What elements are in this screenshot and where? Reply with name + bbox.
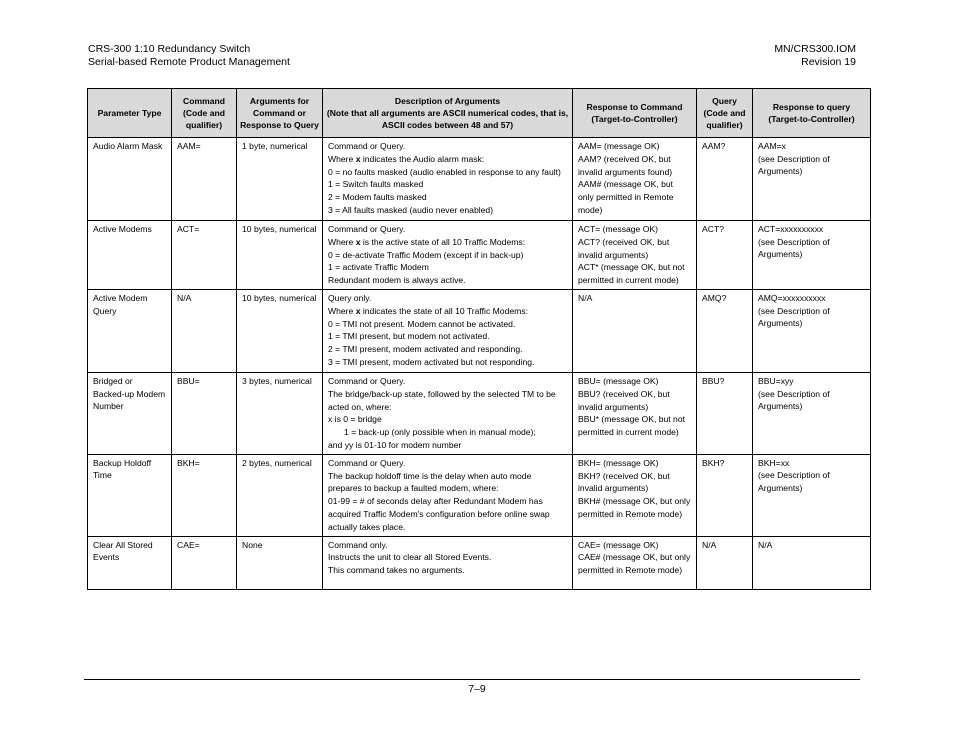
page-number: 7–9 (468, 683, 486, 695)
cell-description (323, 373, 573, 455)
desc-line: 0 = no faults masked (audio enabled in response to any fault) (328, 166, 561, 177)
cell-response-command (573, 536, 697, 589)
cell-arguments: 10 bytes, numerical (237, 290, 323, 373)
resp-line: CAE# (message OK, but only permitted in Remote mode) (578, 552, 691, 576)
cell-arguments: 1 byte, numerical (237, 138, 323, 221)
desc-line: 01-99 = # of seconds delay after Redundant Modem has acquired Traffic Modem's configuration before online swap actually takes place. (328, 496, 550, 532)
desc-line: The bridge/back-up state, followed by the selected TM to be acted on, where: (328, 388, 556, 412)
resp-line: BBU? (received OK, but invalid arguments) (578, 388, 670, 412)
cell-command: CAE= (172, 536, 237, 589)
cell-response-query (753, 290, 871, 373)
desc-line: Redundant modem is always active. (328, 275, 466, 286)
desc-line: 1 = activate Traffic Modem (328, 262, 429, 273)
cell-description (323, 454, 573, 536)
desc-line: 3 = TMI present, modem activated but not responding. (328, 356, 535, 367)
command-table (87, 88, 871, 590)
desc-line: 0 = de-activate Traffic Modem (except if in back-up) (328, 249, 524, 260)
desc-line: 1 = Switch faults masked (328, 179, 424, 190)
resp-line: ACT= (message OK) (578, 224, 658, 234)
table-row (88, 290, 871, 373)
col-header-command: Command (Code and qualifier) (172, 89, 237, 138)
cell-response-command (573, 373, 697, 455)
cell-response-query (753, 373, 871, 455)
cell-arguments: 3 bytes, numerical (237, 373, 323, 455)
resp-line: BKH= (message OK) (578, 457, 659, 468)
cell-command: ACT= (172, 221, 237, 290)
cell-query: AMQ? (697, 290, 753, 373)
resp-line: ACT* (message OK, but not permitted in current mode) (578, 262, 685, 286)
col-header-response-command: Response to Command (Target-to-Controller) (573, 89, 697, 138)
resp-line: BBU= (message OK) (578, 376, 659, 386)
table-row (88, 138, 871, 221)
desc-line: and yy is 01-10 for modem number (328, 439, 462, 450)
cell-response-command (573, 454, 697, 536)
resp-line: BKH? (received OK, but invalid arguments) (578, 470, 670, 494)
page-header-left (88, 43, 290, 68)
cell-description (323, 221, 573, 290)
resp-line: ACT? (received OK, but invalid arguments) (578, 236, 670, 260)
col-header-arguments: Arguments for Command or Response to Query (237, 89, 323, 138)
col-header-response-query: Response to query (Target-to-Controller) (753, 89, 871, 138)
cell-description (323, 536, 573, 589)
desc-line: The backup holdoff time is the delay when auto mode prepares to backup a faulted modem, where: (328, 470, 532, 494)
qresp-line: AMQ=xxxxxxxxxx (758, 293, 826, 303)
col-header-description-note: (Note that all arguments are ASCII numerical codes, that is, ASCII codes between 48 and 57) (326, 108, 569, 130)
table-row (88, 373, 871, 455)
page-header-right (774, 43, 856, 68)
cell-response-query (753, 138, 871, 221)
desc-line: 2 = Modem faults masked (328, 192, 427, 203)
qresp-line: ACT=xxxxxxxxxx (758, 224, 824, 234)
cell-query: BBU? (697, 373, 753, 455)
cell-arguments: None (237, 536, 323, 589)
desc-line: 2 = TMI present, modem activated and responding. (328, 344, 523, 355)
cell-response-query (753, 221, 871, 290)
col-header-query: Query (Code and qualifier) (697, 89, 753, 138)
cell-query: ACT? (697, 221, 753, 290)
cell-parameter-type: Bridged or Backed-up Modem Number (88, 373, 172, 455)
cell-query: BKH? (697, 454, 753, 536)
cell-description (323, 138, 573, 221)
cell-command: N/A (172, 290, 237, 373)
product-title: CRS-300 1:10 Redundancy Switch (88, 43, 251, 55)
cell-parameter-type: Backup Holdoff Time (88, 454, 172, 536)
cell-command: BKH= (172, 454, 237, 536)
desc-line: 1 = TMI present, but modem not activated. (328, 331, 490, 342)
cell-command: BBU= (172, 373, 237, 455)
desc-line: 3 = All faults masked (audio never enabled) (328, 204, 494, 215)
resp-line: BBU* (message OK, but not permitted in current mode) (578, 414, 685, 438)
desc-line: Command or Query. (328, 376, 406, 386)
col-header-description-title: Description of Arguments (394, 96, 501, 106)
desc-line: Command or Query. (328, 141, 406, 151)
resp-line: BKH# (message OK, but only permitted in Remote mode) (578, 496, 691, 519)
cell-arguments: 10 bytes, numerical (237, 221, 323, 290)
resp-line: AAM# (message OK, but only permitted in Remote mode) (578, 179, 674, 215)
cell-arguments: 2 bytes, numerical (237, 454, 323, 536)
col-header-parameter-type: Parameter Type (88, 89, 172, 138)
cell-parameter-type: Active Modem Query (88, 290, 172, 373)
cell-query: N/A (697, 536, 753, 589)
cell-command: AAM= (172, 138, 237, 221)
desc-line: x is 0 = bridge (328, 414, 382, 425)
cell-query: AAM? (697, 138, 753, 221)
revision: Revision 19 (801, 55, 856, 68)
qresp-line: AAM=x (758, 141, 786, 151)
table-row (88, 454, 871, 536)
cell-description (323, 290, 573, 373)
qresp-line: (see Description of Arguments) (758, 470, 830, 493)
cell-parameter-type: Audio Alarm Mask (88, 138, 172, 221)
desc-line: Where x indicates the state of all 10 Traffic Modems: (328, 305, 528, 316)
qresp-line: (see Description of Arguments) (758, 388, 830, 411)
desc-line: Command or Query. (328, 224, 406, 234)
resp-line: N/A (578, 293, 593, 303)
qresp-line: (see Description of Arguments) (758, 305, 830, 328)
qresp-line: BBU=xyy (758, 376, 794, 386)
resp-line: AAM= (message OK) (578, 141, 660, 151)
resp-line: CAE= (message OK) (578, 539, 659, 550)
cell-parameter-type: Active Modems (88, 221, 172, 290)
table-row (88, 536, 871, 589)
desc-line: 0 = TMI not present. Modem cannot be activated. (328, 318, 516, 329)
desc-line: Command only. (328, 539, 388, 550)
resp-line: AAM? (received OK, but invalid arguments found) (578, 153, 673, 177)
cell-response-command (573, 138, 697, 221)
desc-line: Query only. (328, 293, 372, 303)
desc-line: Where x indicates the Audio alarm mask: (328, 153, 485, 164)
qresp-line: BKH=xx (758, 457, 790, 468)
cell-response-command (573, 221, 697, 290)
desc-line: Where x is the active state of all 10 Traffic Modems: (328, 236, 526, 247)
col-header-description (323, 89, 573, 138)
cell-response-query (753, 454, 871, 536)
document-number: MN/CRS300.IOM (774, 43, 856, 55)
desc-line: 1 = back-up (only possible when in manual mode); (344, 427, 536, 438)
table-header-row (88, 89, 871, 138)
cell-response-query (753, 536, 871, 589)
cell-response-command (573, 290, 697, 373)
qresp-line: N/A (758, 539, 773, 550)
section-title: Serial-based Remote Product Management (88, 55, 290, 68)
qresp-line: (see Description of Arguments) (758, 153, 830, 176)
table-row (88, 221, 871, 290)
cell-parameter-type: Clear All Stored Events (88, 536, 172, 589)
qresp-line: (see Description of Arguments) (758, 236, 830, 259)
desc-line: Instructs the unit to clear all Stored Events. (328, 552, 492, 563)
desc-line: This command takes no arguments. (328, 565, 465, 576)
desc-line: Command or Query. (328, 457, 406, 468)
footer-divider (84, 679, 860, 680)
